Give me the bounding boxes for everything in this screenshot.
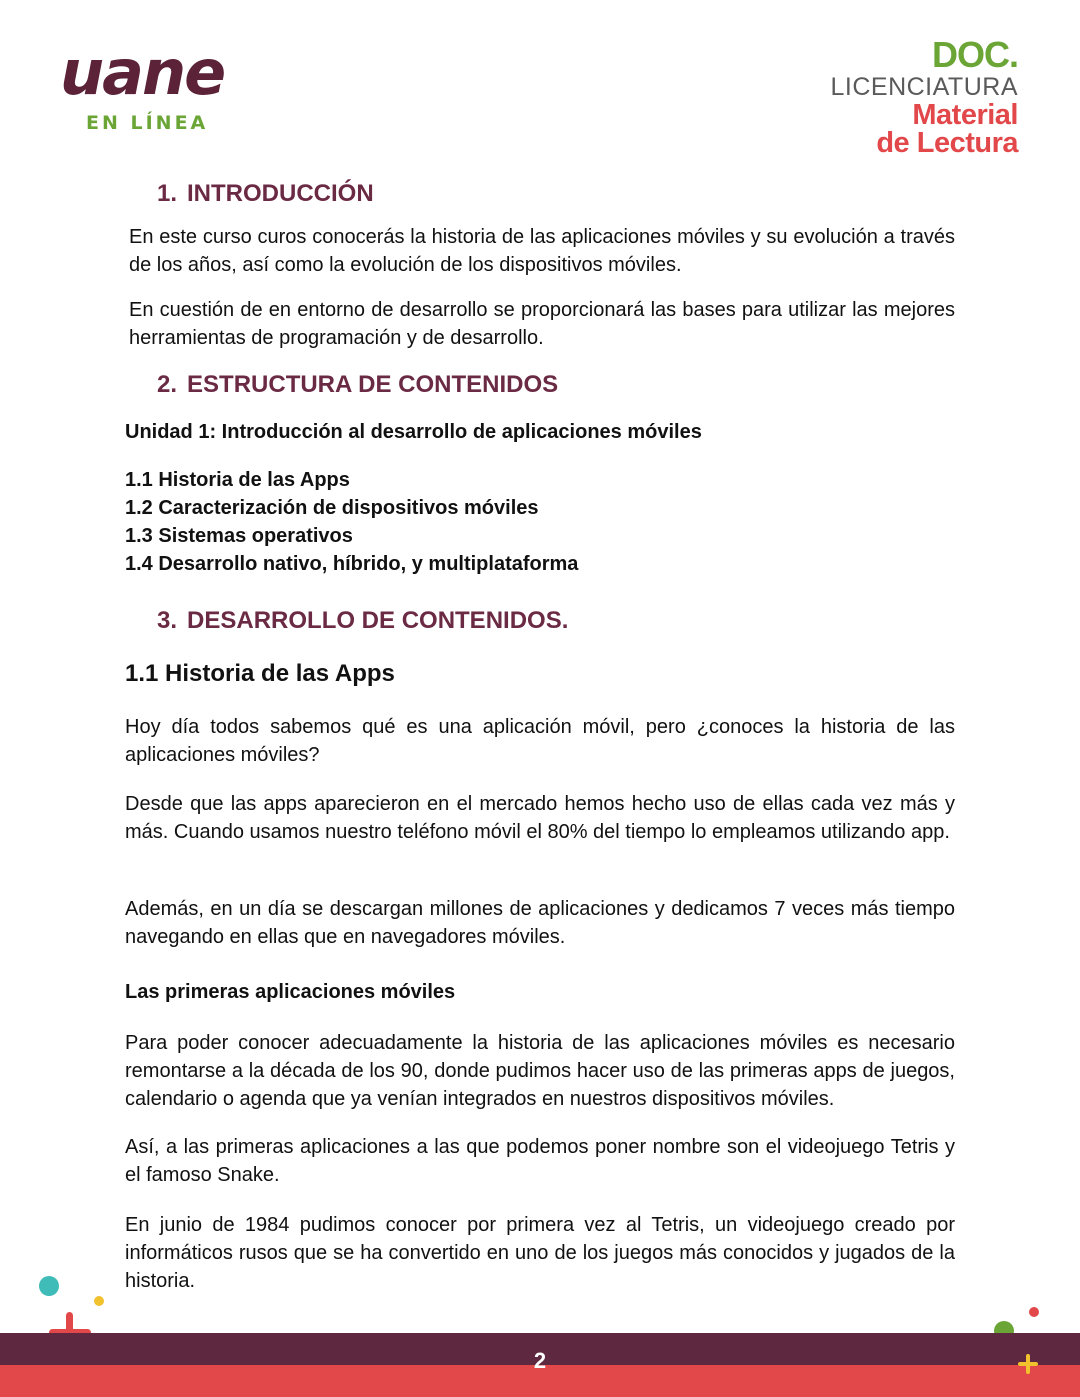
section-heading-estructura — [157, 371, 558, 399]
body-paragraph-4: Para poder conocer adecuadamente la historia de las aplicaciones móviles es necesario remontarse a la década de los 90, donde pudimos hacer uso de las primeras apps de juegos, calendario o agenda que ya venían integrados en nuestros dispositivos móviles. — [125, 1032, 955, 1110]
doc-title: DOC. — [932, 34, 1018, 75]
subheading-primeras-apps: Las primeras aplicaciones móviles — [125, 981, 456, 1003]
doc-type-line2: de Lectura — [876, 127, 1018, 159]
document-type-badge — [830, 36, 1018, 157]
section-title: DESARROLLO DE CONTENIDOS. — [187, 607, 569, 634]
doc-level: LICENCIATURA — [830, 73, 1018, 101]
red-dot-icon — [1029, 1307, 1039, 1317]
body-paragraph-5: Así, a las primeras aplicaciones a las que podemos poner nombre son el videojuego Tetris y el famoso Snake. — [125, 1136, 955, 1186]
topic-item: 1.1 Historia de las Apps — [125, 469, 350, 491]
section-number: 3. — [157, 607, 178, 634]
body-paragraph-2: Desde que las apps aparecieron en el mercado hemos hecho uso de ellas cada vez más y más. Cuando usamos nuestro teléfono móvil el 80% del tiempo lo empleamos utilizando app. — [125, 793, 955, 843]
section-title: INTRODUCCIÓN — [187, 180, 374, 207]
section-heading-desarrollo — [157, 607, 568, 635]
body-paragraph-1: Hoy día todos sabemos qué es una aplicación móvil, pero ¿conoces la historia de las aplicaciones móviles? — [125, 716, 955, 766]
body-paragraph-3: Además, en un día se descargan millones de aplicaciones y dedicamos 7 veces más tiempo navegando en ellas que en navegadores móviles. — [125, 898, 955, 948]
page-number: 2 — [533, 1348, 547, 1373]
doc-type-line1: Material — [912, 99, 1018, 131]
topic-list — [125, 466, 578, 578]
topic-item: 1.3 Sistemas operativos — [125, 525, 353, 547]
teal-dot-icon — [39, 1276, 59, 1296]
uane-logo: uane — [60, 36, 225, 109]
topic-item: 1.2 Caracterización de dispositivos móviles — [125, 497, 539, 519]
yellow-dot-icon — [94, 1296, 104, 1306]
section-number: 2. — [157, 371, 178, 398]
section-number: 1. — [157, 180, 178, 207]
topic-item: 1.4 Desarrollo nativo, híbrido, y multiplataforma — [125, 553, 579, 575]
uane-logo-subtitle: EN LÍNEA — [86, 112, 209, 134]
section-heading-introduccion — [157, 180, 374, 208]
body-paragraph-6: En junio de 1984 pudimos conocer por primera vez al Tetris, un videojuego creado por informáticos rusos que se ha convertido en uno de los juegos más conocidos y jugados de la historia. — [125, 1214, 955, 1292]
intro-paragraph-1: En este curso curos conocerás la historia de las aplicaciones móviles y su evolución a través de los años, así como la evolución de los dispositivos móviles. — [129, 226, 955, 276]
unit-title: Unidad 1: Introducción al desarrollo de aplicaciones móviles — [125, 421, 702, 443]
subsection-title: 1.1 Historia de las Apps — [125, 660, 395, 687]
intro-paragraph-2: En cuestión de en entorno de desarrollo se proporcionará las bases para utilizar las mejores herramientas de programación y de desarrollo. — [129, 299, 955, 349]
yellow-plus-icon — [1016, 1352, 1040, 1376]
section-title: ESTRUCTURA DE CONTENIDOS — [187, 371, 559, 398]
